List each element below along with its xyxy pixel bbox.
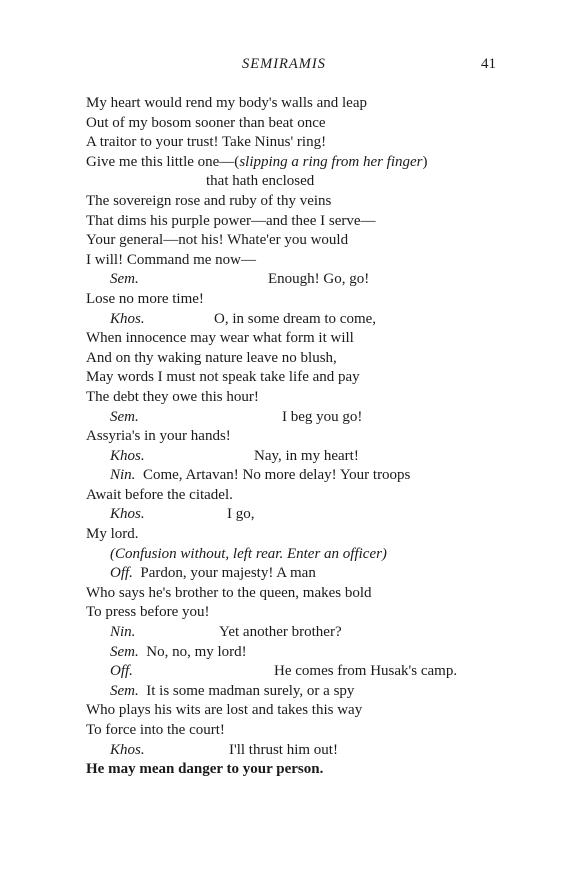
verse-text-part: Give me this little one—(	[86, 153, 240, 170]
verse-line: When innocence may wear what form it will	[86, 330, 354, 347]
speech-text: Yet another brother?	[219, 624, 342, 641]
running-title: SEMIRAMIS	[242, 56, 326, 72]
verse-line: Assyria's in your hands!	[86, 428, 231, 445]
stage-direction: slipping a ring from her finger	[239, 153, 423, 170]
speech-text: O, in some dream to come,	[214, 310, 377, 327]
dialogue-line	[86, 682, 506, 702]
speaker-name: Khos.	[110, 447, 145, 464]
speaker-name: Sem.	[110, 408, 139, 425]
dialogue-line	[86, 447, 506, 467]
verse-line: My lord.	[86, 526, 139, 543]
speech-text: Come, Artavan! No more delay! Your troops	[142, 467, 411, 484]
speaker-name: Sem.	[110, 271, 139, 288]
dialogue-line	[86, 564, 506, 584]
stage-direction: (Confusion without, left rear. Enter an officer)	[110, 545, 387, 562]
speech-text: No, no, my lord!	[146, 643, 247, 660]
speaker-name: Nin.	[110, 624, 136, 641]
speech-text: Pardon, your majesty! A man	[140, 565, 316, 582]
speech-text: Nay, in my heart!	[254, 447, 359, 464]
verse-line: To press before you!	[86, 604, 210, 621]
page-number: 41	[481, 56, 496, 72]
dialogue-line	[86, 623, 506, 643]
verse-line: Your general—not his! Whate'er you would	[86, 232, 349, 249]
speech-text: It is some madman surely, or a spy	[146, 682, 355, 699]
verse-line: Who plays his wits are lost and takes this way	[86, 702, 363, 719]
verse-line: And on thy waking nature leave no blush,	[86, 349, 337, 366]
speaker-name: Sem.	[110, 682, 139, 699]
verse-text-part: )	[422, 153, 428, 170]
speech-text: I beg you go!	[282, 408, 363, 425]
dialogue-line	[86, 310, 506, 330]
speech-text: I'll thrust him out!	[229, 741, 338, 758]
verse-text	[86, 94, 506, 780]
dialogue-line	[86, 408, 506, 428]
verse-line: Lose no more time!	[86, 290, 204, 307]
speech-text: Enough! Go, go!	[268, 271, 370, 288]
speaker-name: Off.	[110, 663, 133, 680]
page-header	[0, 56, 568, 78]
dialogue-line	[86, 466, 506, 486]
verse-line: May words I must not speak take life and pay	[86, 369, 360, 386]
speech-text: I go,	[227, 506, 255, 523]
dialogue-line	[86, 741, 506, 761]
verse-line: My heart would rend my body's walls and leap	[86, 95, 367, 111]
speech-text: He comes from Husak's camp.	[274, 663, 458, 680]
dialogue-line	[86, 662, 506, 682]
speaker-name: Off.	[110, 565, 133, 582]
verse-line	[86, 153, 506, 173]
speaker-name: Khos.	[110, 741, 145, 758]
verse-line: The debt they owe this hour!	[86, 388, 259, 405]
speaker-name: Nin.	[110, 467, 136, 484]
verse-line: That dims his purple power—and thee I serve—	[86, 212, 376, 229]
dialogue-line	[86, 270, 506, 290]
verse-line: He may mean danger to your person.	[86, 761, 324, 778]
verse-line: I will! Command me now—	[86, 251, 256, 268]
verse-line: A traitor to your trust! Take Ninus' ring!	[86, 134, 327, 151]
verse-line: Out of my bosom sooner than beat once	[86, 114, 326, 131]
speaker-name: Khos.	[110, 506, 145, 523]
verse-line: Await before the citadel.	[86, 486, 233, 503]
dialogue-line	[86, 505, 506, 525]
verse-line: To force into the court!	[86, 722, 225, 738]
dialogue-line	[86, 643, 506, 663]
verse-line: Who says he's brother to the queen, makes bold	[86, 584, 372, 601]
verse-line: that hath enclosed	[206, 173, 315, 190]
speaker-name: Khos.	[110, 310, 145, 327]
speaker-name: Sem.	[110, 643, 139, 660]
verse-line: The sovereign rose and ruby of thy veins	[86, 192, 332, 209]
